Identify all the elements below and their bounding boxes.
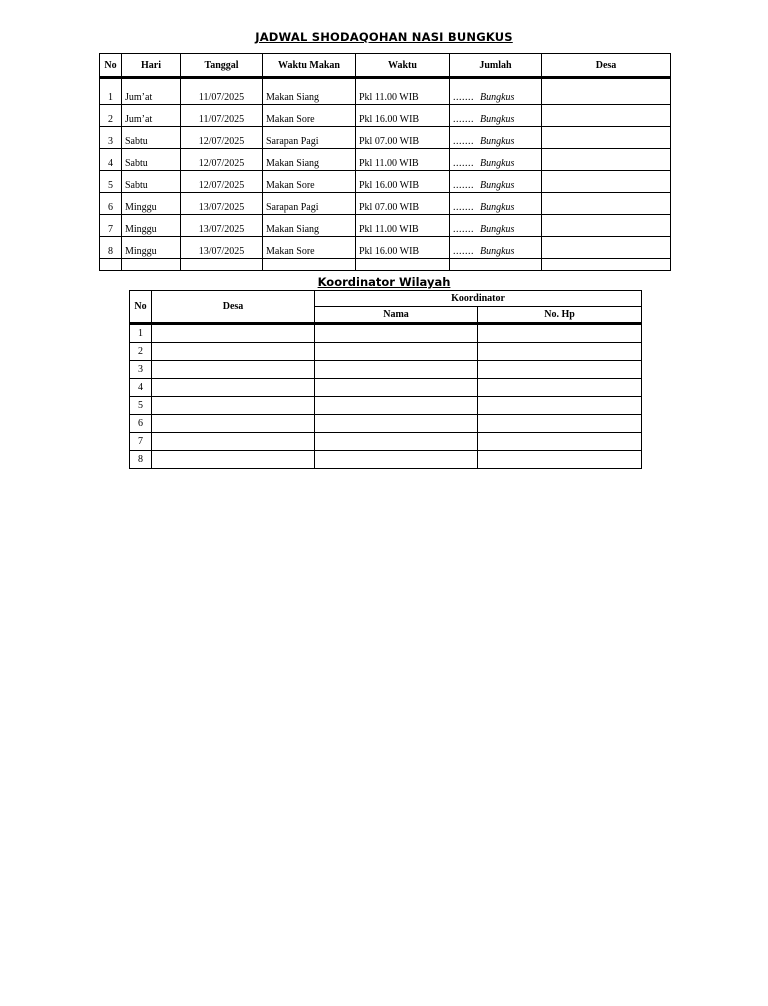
cell-waktu: Pkl 07.00 WIB [356,193,450,215]
cell-hari: Sabtu [122,171,181,193]
koor-cell-nama [315,379,478,397]
koor-cell-no: 7 [130,433,152,451]
koordinator-header-row-1 [130,291,642,307]
jumlah-unit: Bungkus [480,224,515,235]
koor-cell-no-hp [478,397,642,415]
cell-waktu-makan: Sarapan Pagi [263,193,356,215]
cell-jumlah [450,127,542,149]
empty-cell [100,259,122,271]
cell-no: 7 [100,215,122,237]
koor-cell-no-hp [478,324,642,343]
empty-cell [450,259,542,271]
cell-waktu: Pkl 11.00 WIB [356,215,450,237]
cell-desa [542,171,671,193]
schedule-table [99,53,671,271]
table-row [130,361,642,379]
table-row [100,127,671,149]
cell-tanggal: 12/07/2025 [181,171,263,193]
cell-no: 1 [100,78,122,105]
koor-cell-desa [152,361,315,379]
koor-cell-nama [315,324,478,343]
cell-tanggal: 11/07/2025 [181,78,263,105]
koor-cell-nama [315,451,478,469]
jumlah-unit: Bungkus [480,136,515,147]
cell-tanggal: 11/07/2025 [181,105,263,127]
jumlah-blank: ....... [453,114,474,125]
koor-cell-no-hp [478,433,642,451]
cell-jumlah [450,149,542,171]
koor-col-header-koordinator: Koordinator [315,291,642,307]
cell-no: 2 [100,105,122,127]
cell-tanggal: 13/07/2025 [181,237,263,259]
cell-waktu: Pkl 07.00 WIB [356,127,450,149]
koor-cell-no: 1 [130,324,152,343]
koor-cell-desa [152,415,315,433]
jumlah-unit: Bungkus [480,202,515,213]
table-row [130,433,642,451]
jumlah-unit: Bungkus [480,180,515,191]
cell-waktu-makan: Makan Sore [263,171,356,193]
koor-cell-no: 2 [130,343,152,361]
koor-cell-nama [315,343,478,361]
jumlah-blank: ....... [453,158,474,169]
koor-col-header-no-hp: No. Hp [478,307,642,324]
cell-hari: Minggu [122,193,181,215]
koor-col-header-nama: Nama [315,307,478,324]
cell-waktu: Pkl 16.00 WIB [356,171,450,193]
koor-cell-no: 5 [130,397,152,415]
cell-waktu-makan: Makan Siang [263,78,356,105]
jumlah-blank: ....... [453,180,474,191]
cell-jumlah [450,237,542,259]
cell-waktu: Pkl 11.00 WIB [356,78,450,105]
cell-jumlah [450,171,542,193]
koor-cell-desa [152,379,315,397]
jumlah-blank: ....... [453,246,474,257]
koor-cell-desa [152,324,315,343]
koor-cell-no-hp [478,451,642,469]
cell-jumlah [450,78,542,105]
table-row [100,105,671,127]
koor-cell-no: 6 [130,415,152,433]
table-row [130,415,642,433]
col-header-waktu-makan: Waktu Makan [263,54,356,78]
koor-cell-no: 4 [130,379,152,397]
empty-cell [122,259,181,271]
cell-no: 5 [100,171,122,193]
empty-cell [181,259,263,271]
cell-no: 4 [100,149,122,171]
koor-cell-no-hp [478,415,642,433]
cell-no: 6 [100,193,122,215]
cell-hari: Minggu [122,215,181,237]
cell-waktu: Pkl 11.00 WIB [356,149,450,171]
koor-cell-no-hp [478,379,642,397]
cell-desa [542,149,671,171]
cell-desa [542,105,671,127]
cell-no: 3 [100,127,122,149]
jumlah-blank: ....... [453,202,474,213]
koor-cell-no: 8 [130,451,152,469]
cell-waktu-makan: Makan Sore [263,105,356,127]
table-row [100,237,671,259]
koor-cell-nama [315,415,478,433]
document-title: JADWAL SHODAQOHAN NASI BUNGKUS [255,30,513,44]
table-row [130,379,642,397]
empty-cell [356,259,450,271]
cell-jumlah [450,215,542,237]
jumlah-blank: ....... [453,136,474,147]
table-row-blank [100,259,671,271]
koor-cell-no-hp [478,361,642,379]
schedule-header-row [100,54,671,78]
col-header-waktu: Waktu [356,54,450,78]
cell-waktu-makan: Makan Siang [263,149,356,171]
cell-hari: Sabtu [122,127,181,149]
koor-col-header-desa: Desa [152,291,315,324]
cell-hari: Minggu [122,237,181,259]
cell-tanggal: 13/07/2025 [181,215,263,237]
table-row [100,193,671,215]
empty-cell [542,259,671,271]
cell-waktu: Pkl 16.00 WIB [356,105,450,127]
koordinator-title: Koordinator Wilayah [317,275,451,289]
col-header-no: No [100,54,122,78]
cell-waktu: Pkl 16.00 WIB [356,237,450,259]
jumlah-unit: Bungkus [480,114,515,125]
cell-desa [542,215,671,237]
koor-cell-desa [152,451,315,469]
cell-tanggal: 12/07/2025 [181,127,263,149]
cell-hari: Jum’at [122,105,181,127]
col-header-jumlah: Jumlah [450,54,542,78]
col-header-desa: Desa [542,54,671,78]
jumlah-unit: Bungkus [480,158,515,169]
koor-cell-no-hp [478,343,642,361]
cell-desa [542,193,671,215]
cell-desa [542,78,671,105]
table-row [100,149,671,171]
cell-waktu-makan: Sarapan Pagi [263,127,356,149]
col-header-tanggal: Tanggal [181,54,263,78]
koor-cell-no: 3 [130,361,152,379]
table-row [130,343,642,361]
table-row [130,451,642,469]
koor-cell-nama [315,361,478,379]
cell-waktu-makan: Makan Siang [263,215,356,237]
koor-cell-desa [152,397,315,415]
cell-jumlah [450,193,542,215]
koor-cell-nama [315,433,478,451]
koor-cell-desa [152,343,315,361]
cell-jumlah [450,105,542,127]
table-row [100,171,671,193]
cell-tanggal: 12/07/2025 [181,149,263,171]
cell-desa [542,237,671,259]
col-header-hari: Hari [122,54,181,78]
jumlah-blank: ....... [453,92,474,103]
cell-tanggal: 13/07/2025 [181,193,263,215]
cell-waktu-makan: Makan Sore [263,237,356,259]
jumlah-blank: ....... [453,224,474,235]
cell-desa [542,127,671,149]
table-row [100,78,671,105]
koordinator-table [129,290,642,469]
koor-col-header-no: No [130,291,152,324]
table-row [130,397,642,415]
cell-hari: Jum’at [122,78,181,105]
jumlah-unit: Bungkus [480,246,515,257]
table-row [130,324,642,343]
jumlah-unit: Bungkus [480,92,515,103]
cell-no: 8 [100,237,122,259]
table-row [100,215,671,237]
koor-cell-nama [315,397,478,415]
empty-cell [263,259,356,271]
koor-cell-desa [152,433,315,451]
cell-hari: Sabtu [122,149,181,171]
